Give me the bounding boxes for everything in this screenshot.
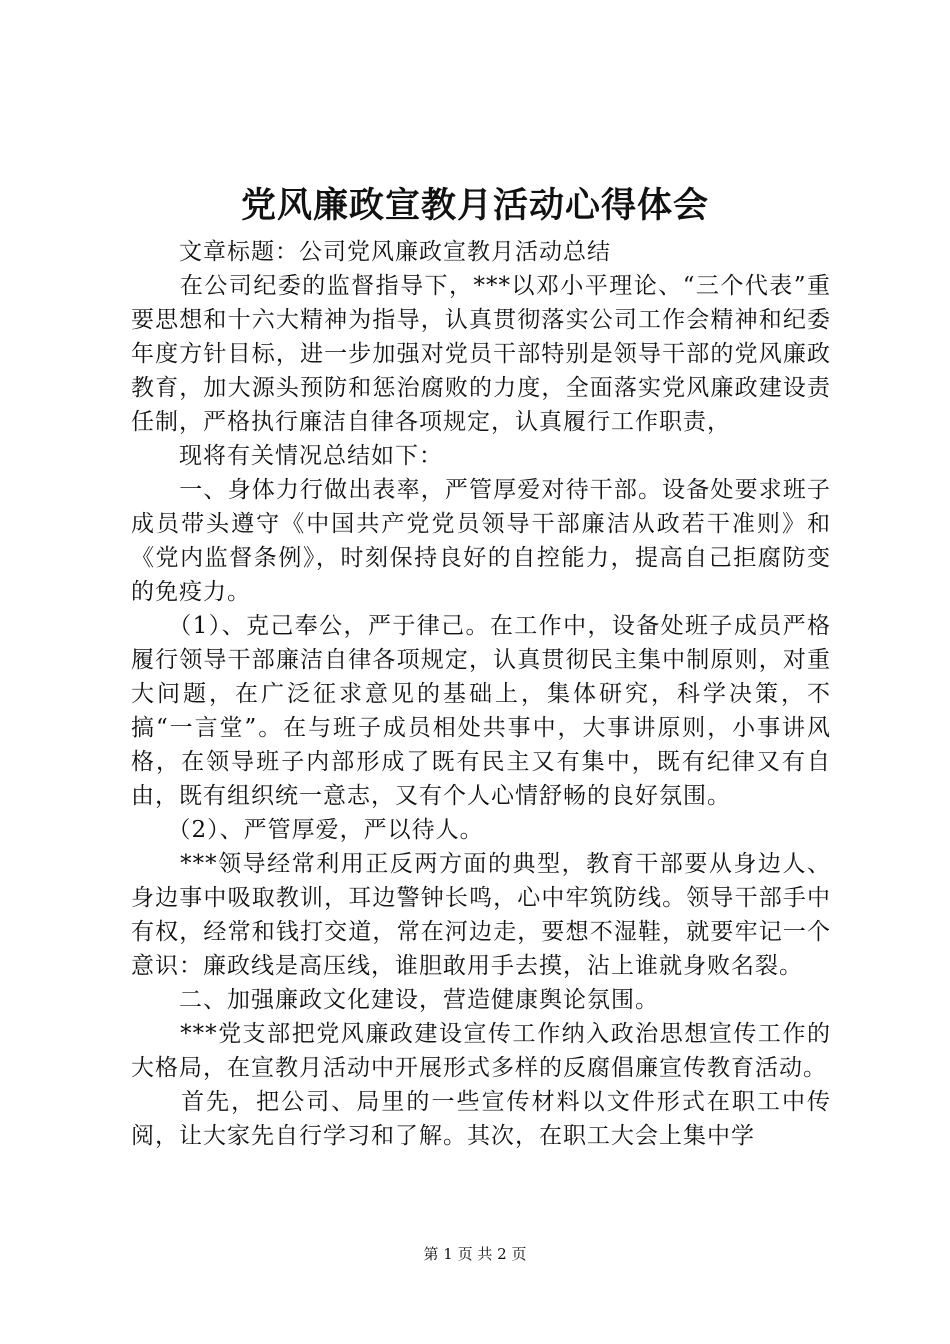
paragraph-item-two-heading: （2）、严管厚爱，严以待人。 <box>131 817 484 843</box>
page-number-footer: 第 1 页 共 2 页 <box>423 1245 527 1263</box>
paragraph-party-branch: ***党支部把党风廉政建设宣传工作纳入政治思想宣传工作的大格局，在宣教月活动中开展形式多样的反腐倡廉宣传教育活动。 <box>131 1021 831 1081</box>
paragraph-section-one: 一、身体力行做出表率，严管厚爱对待干部。设备处要求班子成员带头遵守《中国共产党党员领导干部廉洁从政若干准则》和《党内监督条例》，时刻保持良好的自控能力，提高自己拒腐防变的免疫力。 <box>131 477 831 605</box>
paragraph-first-step: 首先，把公司、局里的一些宣传材料以文件形式在职工中传阅，让大家先自行学习和了解。其次，在职工大会上集中学 <box>131 1089 831 1149</box>
document-body <box>131 235 831 1153</box>
paragraph-section-two: 二、加强廉政文化建设，营造健康舆论氛围。 <box>131 987 659 1013</box>
paragraph-intro: 在公司纪委的监督指导下，***以邓小平理论、“三个代表”重要思想和十六大精神为指导，认真贯彻落实公司工作会精神和纪委年度方针目标，进一步加强对党员干部特别是领导干部的党风廉政教育，加大源头预防和惩治腐败的力度，全面落实党风廉政建设责任制，严格执行廉洁自律各项规定，认真履行工作职责， <box>131 273 831 435</box>
paragraph-item-two-body: ***领导经常利用正反两方面的典型，教育干部要从身边人、身边事中吸取教训，耳边警钟长鸣，心中牢筑防线。领导干部手中有权，经常和钱打交道，常在河边走，要想不湿鞋，就要牢记一个意识：廉政线是高压线，谁胆敢用手去摸，沾上谁就身败名裂。 <box>131 851 831 979</box>
paragraph-summary-lead: 现将有关情况总结如下： <box>131 443 443 469</box>
paragraph-item-one: （1）、克己奉公，严于律己。在工作中，设备处班子成员严格履行领导干部廉洁自律各项规定，认真贯彻民主集中制原则，对重大问题，在广泛征求意见的基础上，集体研究，科学决策，不搞“一言堂”。在与班子成员相处共事中，大事讲原则，小事讲风格，在领导班子内部形成了既有民主又有集中，既有纪律又有自由，既有组织统一意志，又有个人心情舒畅的良好氛围。 <box>131 613 831 809</box>
document-title: 党风廉政宣教月活动心得体会 <box>240 186 709 226</box>
paragraph-article-title: 文章标题：公司党风廉政宣教月活动总结 <box>131 239 611 265</box>
